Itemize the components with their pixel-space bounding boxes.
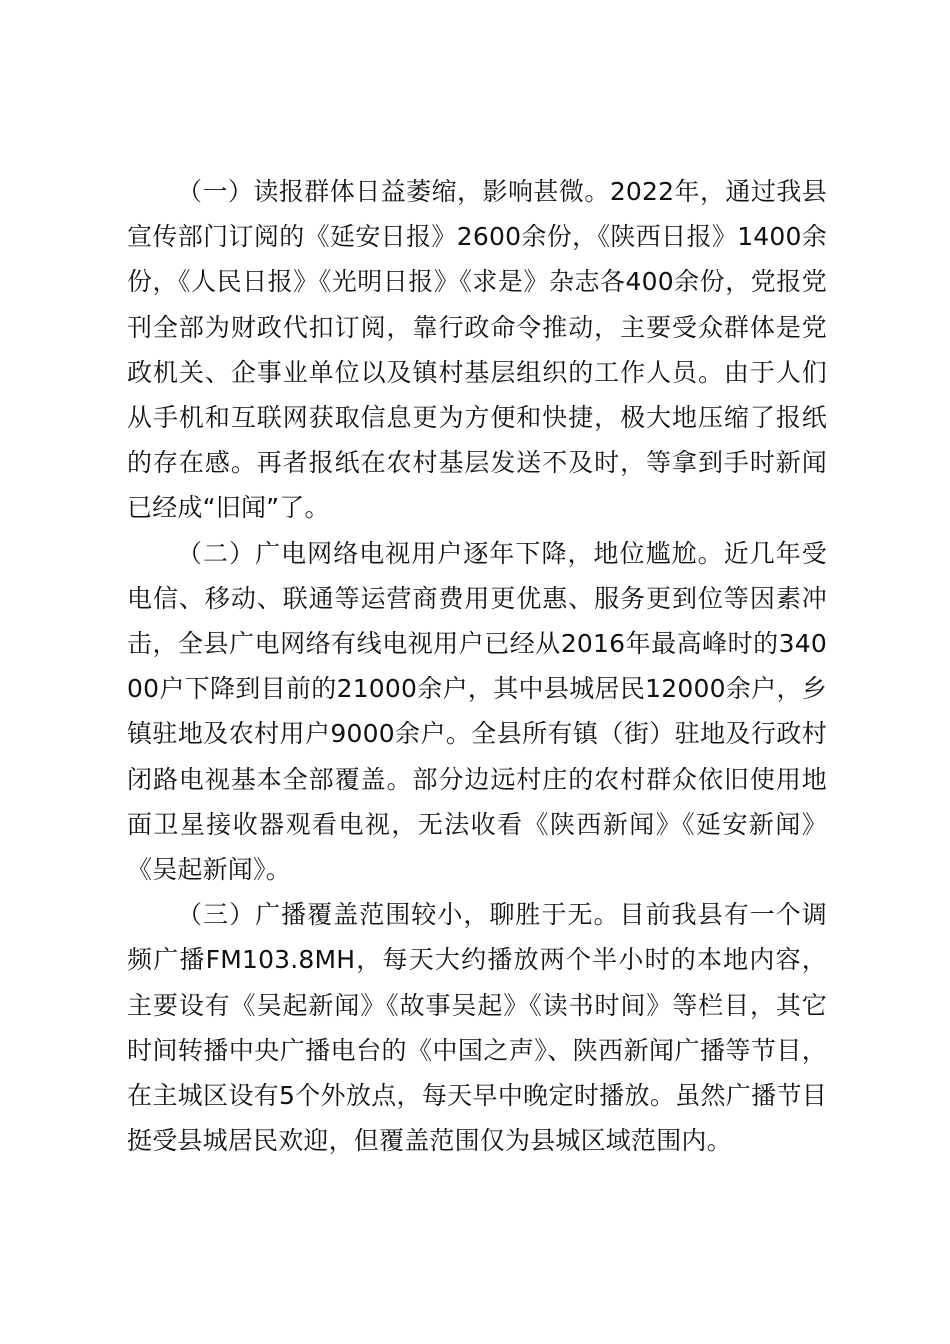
document-body — [127, 169, 827, 1163]
paragraph-newspaper: （一）读报群体日益萎缩，影响甚微。2022年，通过我县宣传部门订阅的《延安日报》2600余份，《陕西日报》1400余份，《人民日报》《光明日报》《求是》杂志各400余份，党报党刊全部为财政代扣订阅，靠行政命令推动，主要受众群体是党政机关、企事业单位以及镇村基层组织的工作人员。由于人们从手机和互联网获取信息更为方便和快捷，极大地压缩了报纸的存在感。再者报纸在农村基层发送不及时，等拿到手时新闻已经成“旧闻”了。 — [127, 177, 827, 523]
paragraph-cable-tv: （二）广电网络电视用户逐年下降，地位尴尬。近几年受电信、移动、联通等运营商费用更优惠、服务更到位等因素冲击，全县广电网络有线电视用户已经从2016年最高峰时的34000户下降到目前的21000余户，其中县城居民12000余户，乡镇驻地及农村用户9000余户。全县所有镇（街）驻地及行政村闭路电视基本全部覆盖。部分边远村庄的农村群众依旧使用地面卫星接收器观看电视，无法收看《陕西新闻》《延安新闻》《吴起新闻》。 — [127, 538, 827, 885]
paragraph-radio: （三）广播覆盖范围较小，聊胜于无。目前我县有一个调频广播FM103.8MH，每天大约播放两个半小时的本地内容，主要设有《吴起新闻》《故事吴起》《读书时间》等栏目，其它时间转播中央广播电台的《中国之声》、陕西新闻广播等节目，在主城区设有5个外放点，每天早中晚定时播放。虽然广播节目挺受县城居民欢迎，但覆盖范围仅为县城区域范围内。 — [127, 900, 827, 1156]
